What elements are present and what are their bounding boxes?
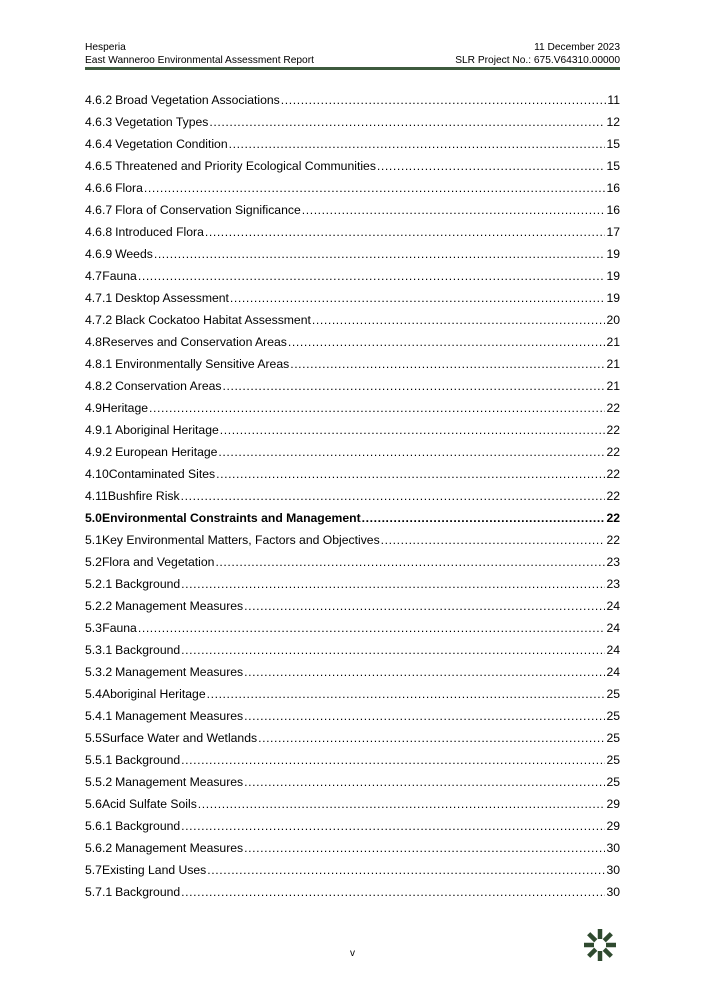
toc-dot-leader: [258, 727, 605, 749]
toc-entry-title: Reserves and Conservation Areas: [101, 335, 287, 349]
toc-dot-leader: [230, 287, 606, 309]
toc-entry-title: Weeds: [115, 247, 153, 261]
toc-entry-number: 5.4.1: [85, 709, 113, 723]
toc-entry-number: 5.3.1: [85, 643, 113, 657]
toc-entry-number: 4.9.2: [85, 445, 113, 459]
toc-entry[interactable]: [85, 441, 620, 463]
toc-entry[interactable]: [85, 705, 620, 727]
toc-entry-number: 5.2.1: [85, 577, 113, 591]
toc-entry-title: Introduced Flora: [115, 225, 204, 239]
toc-entry-title: Threatened and Priority Ecological Communities: [115, 159, 376, 173]
toc-entry-number: 5.6.1: [85, 819, 113, 833]
toc-dot-leader: [207, 683, 606, 705]
toc-entry-title: Environmentally Sensitive Areas: [115, 357, 290, 371]
toc-entry-title: Existing Land Uses: [101, 863, 207, 877]
toc-entry[interactable]: [85, 353, 620, 375]
toc-entry[interactable]: [85, 595, 620, 617]
toc-entry-page: 22: [606, 511, 620, 525]
toc-entry-number: 5.2: [85, 555, 102, 569]
toc-dot-leader: [216, 463, 605, 485]
toc-entry-page: 16: [606, 203, 620, 217]
toc-entry[interactable]: [85, 573, 620, 595]
toc-entry-page: 17: [606, 225, 620, 239]
toc-dot-leader: [205, 221, 606, 243]
toc-entry[interactable]: [85, 89, 620, 111]
toc-entry[interactable]: [85, 683, 620, 705]
toc-entry[interactable]: [85, 749, 620, 771]
toc-entry-page: 11: [607, 93, 620, 107]
toc-entry-number: 4.7: [85, 269, 102, 283]
toc-entry-title: Conservation Areas: [115, 379, 222, 393]
toc-entry-page: 25: [606, 731, 620, 745]
toc-entry-page: 21: [606, 379, 620, 393]
toc-entry-number: 4.8.2: [85, 379, 113, 393]
slr-logo-icon: [582, 927, 618, 963]
toc-entry-number: 4.6.8: [85, 225, 113, 239]
toc-entry-title: Fauna: [102, 269, 137, 283]
toc-entry[interactable]: [85, 265, 620, 287]
toc-entry-title: Background: [115, 577, 181, 591]
toc-dot-leader: [290, 353, 605, 375]
toc-entry-page: 20: [606, 313, 620, 327]
header-row-2: [85, 54, 620, 67]
toc-entry-title: Management Measures: [115, 599, 244, 613]
toc-entry-title: Acid Sulfate Soils: [101, 797, 197, 811]
toc-entry[interactable]: [85, 529, 620, 551]
toc-entry-title: Background: [115, 885, 181, 899]
toc-dot-leader: [229, 133, 606, 155]
toc-entry-number: 5.0: [85, 511, 102, 525]
toc-entry-page: 22: [606, 489, 620, 503]
toc-entry-title: Key Environmental Matters, Factors and Objectives: [101, 533, 380, 547]
toc-dot-leader: [138, 617, 606, 639]
toc-dot-leader: [181, 881, 605, 903]
toc-entry[interactable]: [85, 177, 620, 199]
toc-dot-leader: [302, 199, 606, 221]
toc-entry-number: 5.6.2: [85, 841, 113, 855]
toc-entry-number: 4.7.1: [85, 291, 113, 305]
toc-entry-page: 21: [606, 335, 620, 349]
toc-dot-leader: [181, 573, 605, 595]
toc-dot-leader: [377, 155, 606, 177]
logo-ray: [604, 949, 611, 956]
toc-entry-page: 16: [606, 181, 620, 195]
page-header: [85, 41, 620, 67]
toc-dot-leader: [244, 661, 605, 683]
toc-entry[interactable]: [85, 199, 620, 221]
toc-entry-title: Fauna: [102, 621, 137, 635]
page-number: v: [350, 948, 355, 959]
toc-entry-title: Flora: [115, 181, 143, 195]
toc-entry[interactable]: [85, 771, 620, 793]
header-date: 11 December 2023: [534, 42, 620, 53]
toc-entry-page: 15: [606, 137, 620, 151]
toc-entry-page: 25: [606, 687, 620, 701]
toc-dot-leader: [244, 837, 605, 859]
toc-entry-page: 25: [606, 753, 620, 767]
toc-dot-leader: [312, 309, 606, 331]
toc-entry-page: 29: [606, 819, 620, 833]
toc-entry-number: 5.6: [85, 797, 102, 811]
toc-entry[interactable]: [85, 375, 620, 397]
toc-entry-page: 19: [606, 291, 620, 305]
toc-entry-number: 4.7.2: [85, 313, 113, 327]
toc-entry-title: Flora of Conservation Significance: [115, 203, 301, 217]
toc-entry-title: Vegetation Condition: [115, 137, 228, 151]
toc-entry-number: 4.6.9: [85, 247, 113, 261]
toc-entry-page: 24: [606, 643, 620, 657]
toc-entry-title: Aboriginal Heritage: [115, 423, 219, 437]
toc-dot-leader: [209, 111, 605, 133]
toc-entry-title: Contaminated Sites: [108, 467, 216, 481]
toc-entry[interactable]: [85, 155, 620, 177]
toc-dot-leader: [181, 485, 606, 507]
toc-entry-title: Aboriginal Heritage: [101, 687, 206, 701]
toc-entry-title: Environmental Constraints and Management: [101, 511, 361, 525]
toc-entry[interactable]: [85, 331, 620, 353]
toc-dot-leader: [244, 771, 605, 793]
toc-dot-leader: [138, 265, 606, 287]
toc-entry-page: 25: [606, 775, 620, 789]
toc-entry-title: Background: [115, 819, 181, 833]
toc-dot-leader: [181, 749, 605, 771]
toc-entry[interactable]: [85, 309, 620, 331]
logo-ray: [589, 934, 596, 941]
toc-entry-page: 30: [606, 863, 620, 877]
toc-entry-title: Broad Vegetation Associations: [115, 93, 280, 107]
toc-entry-title: Background: [115, 753, 181, 767]
toc-dot-leader: [207, 859, 605, 881]
header-divider: [85, 67, 620, 70]
toc-entry-page: 29: [606, 797, 620, 811]
toc-entry[interactable]: [85, 507, 620, 529]
toc-entry[interactable]: [85, 485, 620, 507]
logo-ray: [604, 934, 611, 941]
toc-entry-page: 22: [606, 533, 620, 547]
toc-dot-leader: [281, 89, 607, 111]
toc-entry-page: 30: [606, 885, 620, 899]
toc-entry-page: 24: [606, 599, 620, 613]
toc-entry[interactable]: [85, 639, 620, 661]
toc-entry-number: 4.6.2: [85, 93, 113, 107]
toc-entry-title: Black Cockatoo Habitat Assessment: [115, 313, 311, 327]
toc-dot-leader: [288, 331, 606, 353]
toc-dot-leader: [220, 419, 606, 441]
toc-entry-title: Background: [115, 643, 181, 657]
toc-dot-leader: [218, 441, 605, 463]
toc-entry-number: 5.4: [85, 687, 102, 701]
toc-entry-title: Surface Water and Wetlands: [101, 731, 258, 745]
toc-entry-page: 24: [606, 665, 620, 679]
toc-entry-number: 4.6.6: [85, 181, 113, 195]
toc-entry-number: 4.6.5: [85, 159, 113, 173]
header-client: Hesperia: [85, 42, 126, 53]
toc-entry-page: 22: [606, 423, 620, 437]
toc-entry[interactable]: [85, 551, 620, 573]
toc-entry-number: 4.6.3: [85, 115, 113, 129]
toc-entry-page: 24: [606, 621, 620, 635]
header-project-number: SLR Project No.: 675.V64310.00000: [455, 55, 620, 66]
toc-entry-page: 23: [606, 555, 620, 569]
toc-entry-number: 5.3: [85, 621, 102, 635]
toc-entry-page: 22: [606, 467, 620, 481]
toc-entry-title: Vegetation Types: [115, 115, 209, 129]
toc-entry-page: 22: [606, 401, 620, 415]
toc-entry[interactable]: [85, 221, 620, 243]
toc-entry-title: Management Measures: [115, 775, 244, 789]
toc-entry-page: 30: [606, 841, 620, 855]
toc-entry[interactable]: [85, 859, 620, 881]
toc-entry[interactable]: [85, 243, 620, 265]
toc-dot-leader: [181, 639, 605, 661]
toc-dot-leader: [244, 705, 605, 727]
toc-entry[interactable]: [85, 617, 620, 639]
toc-entry-title: Flora and Vegetation: [101, 555, 215, 569]
toc-entry-number: 4.8: [85, 335, 102, 349]
toc-entry[interactable]: [85, 133, 620, 155]
toc-entry-number: 5.5: [85, 731, 102, 745]
toc-entry[interactable]: [85, 397, 620, 419]
toc-entry[interactable]: [85, 287, 620, 309]
toc-entry-title: Management Measures: [115, 709, 244, 723]
toc-entry-number: 4.9: [85, 401, 102, 415]
toc-dot-leader: [222, 375, 605, 397]
toc-dot-leader: [381, 529, 606, 551]
toc-entry-page: 19: [606, 247, 620, 261]
toc-dot-leader: [181, 815, 605, 837]
header-report-title: East Wanneroo Environmental Assessment Report: [85, 55, 314, 66]
toc-entry-number: 4.10: [85, 467, 109, 481]
toc-entry-number: 5.5.2: [85, 775, 113, 789]
toc-entry-number: 4.6.7: [85, 203, 113, 217]
toc-entry-title: European Heritage: [115, 445, 218, 459]
toc-entry-page: 21: [606, 357, 620, 371]
toc-entry-page: 23: [606, 577, 620, 591]
toc-entry-number: 4.8.1: [85, 357, 113, 371]
toc-entry[interactable]: [85, 793, 620, 815]
toc-dot-leader: [149, 397, 605, 419]
toc-dot-leader: [154, 243, 606, 265]
toc-entry[interactable]: [85, 727, 620, 749]
toc-entry-page: 15: [606, 159, 620, 173]
toc-entry[interactable]: [85, 837, 620, 859]
toc-entry[interactable]: [85, 815, 620, 837]
toc-entry-number: 5.7: [85, 863, 102, 877]
toc-entry-title: Management Measures: [115, 665, 244, 679]
toc-entry-number: 5.3.2: [85, 665, 113, 679]
toc-dot-leader: [244, 595, 605, 617]
toc-entry[interactable]: [85, 419, 620, 441]
toc-entry-page: 12: [606, 115, 620, 129]
toc-entry-number: 5.5.1: [85, 753, 113, 767]
toc-entry-number: 5.1: [85, 533, 102, 547]
toc-dot-leader: [215, 551, 605, 573]
toc-entry-number: 5.7.1: [85, 885, 113, 899]
toc-entry-number: 4.11: [85, 489, 108, 503]
table-of-contents: [85, 89, 620, 903]
toc-entry-page: 22: [606, 445, 620, 459]
toc-entry-page: 25: [606, 709, 620, 723]
toc-entry-number: 5.2.2: [85, 599, 113, 613]
toc-entry-title: Management Measures: [115, 841, 244, 855]
logo-ray: [589, 949, 596, 956]
toc-dot-leader: [362, 507, 606, 529]
toc-entry-number: 4.9.1: [85, 423, 113, 437]
toc-entry[interactable]: [85, 111, 620, 133]
toc-entry-title: Bushfire Risk: [107, 489, 180, 503]
toc-dot-leader: [144, 177, 606, 199]
toc-entry[interactable]: [85, 881, 620, 903]
toc-entry[interactable]: [85, 463, 620, 485]
toc-entry-page: 19: [606, 269, 620, 283]
header-row-1: [85, 41, 620, 54]
toc-dot-leader: [198, 793, 606, 815]
toc-entry-title: Heritage: [101, 401, 149, 415]
toc-entry-title: Desktop Assessment: [115, 291, 229, 305]
toc-entry[interactable]: [85, 661, 620, 683]
toc-entry-number: 4.6.4: [85, 137, 113, 151]
